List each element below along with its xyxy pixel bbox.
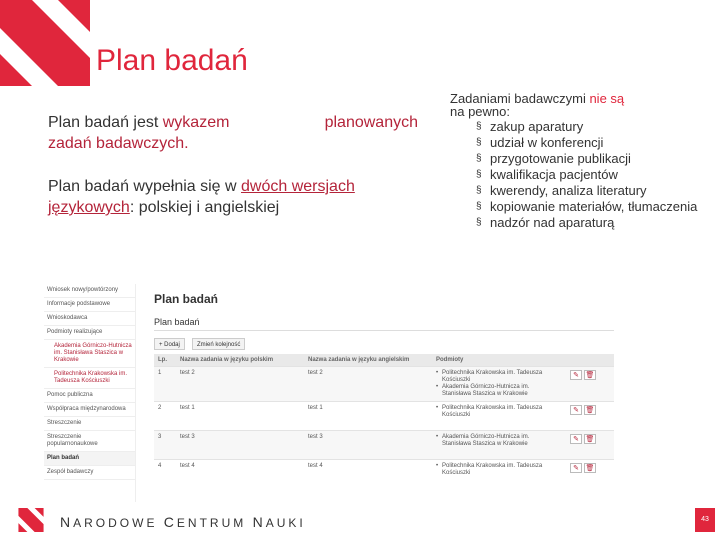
not-task-item: § przygotowanie publikacji [476, 151, 631, 166]
cell-lp: 3 [154, 431, 176, 460]
entity-item: • Politechnika Krakowska im. Tadeusza Kościuszki [436, 405, 560, 419]
cell-entities [432, 367, 564, 402]
cell-pl: test 2 [176, 367, 304, 402]
app-page-title: Plan badań [154, 292, 219, 306]
entity-item: • Politechnika Krakowska im. Tadeusza Kościuszki [436, 370, 560, 384]
not-research-tasks-list: Zadaniami badawczymi nie są na pewno: § zakup aparatury § udział w konferencji § przygotowanie publikacji § kwalifikacja pacjentów § kwerendy, analiza literatury § kopiowanie materiałów, tłumaczenia § nadzór nad aparaturą [450, 92, 710, 232]
entity-item: • Akademia Górniczo-Hutnicza im. Stanisława Staszica w Krakowie [436, 434, 560, 448]
not-task-item: § udział w konferencji [476, 135, 604, 150]
menu-item[interactable]: Politechnika Krakowska im. Tadeusza Kościuszki [44, 368, 135, 389]
table-row [154, 431, 614, 460]
entity-item: • Politechnika Krakowska im. Tadeusza Kościuszki [436, 463, 560, 477]
cell-actions [564, 402, 614, 431]
table-row [154, 460, 614, 489]
cell-pl: test 4 [176, 460, 304, 489]
ncn-logo-icon [0, 0, 90, 86]
menu-item[interactable]: Informacje podstawowe [44, 298, 135, 312]
menu-item[interactable]: Plan badań [44, 452, 135, 466]
cell-pl: test 1 [176, 402, 304, 431]
cell-en: test 3 [304, 431, 432, 460]
ncn-footer-logo-icon [18, 508, 44, 532]
not-task-item: § kwalifikacja pacjentów [476, 167, 618, 182]
add-task-button[interactable]: + Dodaj [154, 338, 185, 350]
edit-icon[interactable]: ✎ [570, 370, 582, 380]
menu-item[interactable]: Akademia Górniczo-Hutnicza im. Stanisława Staszica w Krakowie [44, 340, 135, 368]
divider [154, 330, 614, 331]
cell-lp: 4 [154, 460, 176, 489]
menu-item[interactable]: Współpraca międzynarodowa [44, 403, 135, 417]
cell-entities [432, 402, 564, 431]
delete-icon[interactable]: 🗑 [585, 436, 595, 443]
cell-actions [564, 367, 614, 402]
bullet-icon: § [476, 169, 482, 180]
menu-item[interactable]: Streszczenie [44, 417, 135, 431]
cell-en: test 4 [304, 460, 432, 489]
bullet-icon: § [476, 185, 482, 196]
slide-title: Plan badań [96, 44, 248, 77]
cell-lp: 2 [154, 402, 176, 431]
col-header-name-en: Nazwa zadania w języku angielskim [304, 354, 432, 367]
menu-item[interactable]: Streszczenie popularnonaukowe [44, 431, 135, 452]
plan-table [154, 354, 614, 489]
cell-actions [564, 431, 614, 460]
col-header-name-pl: Nazwa zadania w języku polskim [176, 354, 304, 367]
bullet-icon: § [476, 137, 482, 148]
col-header-lp: Lp. [154, 354, 176, 367]
bullet-icon: § [476, 217, 482, 228]
cell-en: test 2 [304, 367, 432, 402]
table-row [154, 402, 614, 431]
menu-item[interactable]: Zespół badawczy [44, 466, 135, 480]
edit-icon[interactable]: ✎ [570, 434, 582, 444]
embedded-app-screenshot [44, 284, 614, 502]
cell-actions [564, 460, 614, 489]
paragraph-language-versions: Plan badań wypełnia się w dwóch wersjach językowych: polskiej i angielskiej [48, 178, 355, 216]
entity-item: • Akademia Górniczo-Hutnicza im. Stanisława Staszica w Krakowie [436, 384, 560, 398]
col-header-actions [564, 354, 614, 367]
menu-item[interactable]: Wniosek nowy/powtórzony [44, 284, 135, 298]
change-order-button[interactable]: Zmień kolejność [192, 338, 245, 350]
cell-lp: 1 [154, 367, 176, 402]
edit-icon[interactable]: ✎ [570, 463, 582, 473]
bullet-icon: § [476, 121, 482, 132]
footer-institution-name: NARODOWE CENTRUM NAUKI [60, 514, 306, 530]
bullet-icon: § [476, 153, 482, 164]
page-number: 43 [695, 508, 715, 532]
cell-entities [432, 460, 564, 489]
not-task-item: § kwerendy, analiza literatury [476, 183, 647, 198]
cell-entities [432, 431, 564, 460]
menu-item[interactable]: Pomoc publiczna [44, 389, 135, 403]
not-task-item: § nadzór nad aparaturą [476, 215, 615, 230]
not-task-item: § kopiowanie materiałów, tłumaczenia [476, 199, 698, 214]
menu-item[interactable]: Wnioskodawca [44, 312, 135, 326]
delete-icon[interactable]: 🗑 [585, 407, 595, 414]
edit-icon[interactable]: ✎ [570, 405, 582, 415]
delete-icon[interactable]: 🗑 [585, 465, 595, 472]
application-menu [44, 284, 136, 502]
app-section-title: Plan badań [154, 317, 200, 327]
table-row [154, 367, 614, 402]
col-header-entities: Podmioty [432, 354, 564, 367]
delete-icon[interactable]: 🗑 [585, 372, 595, 379]
cell-pl: test 3 [176, 431, 304, 460]
not-task-item: § zakup aparatury [476, 119, 584, 134]
cell-en: test 1 [304, 402, 432, 431]
menu-item[interactable]: Podmioty realizujące [44, 326, 135, 340]
paragraph-plan-definition: Plan badań jest wykazem planowanych zadań badawczych. [48, 114, 418, 152]
bullet-icon: § [476, 201, 482, 212]
